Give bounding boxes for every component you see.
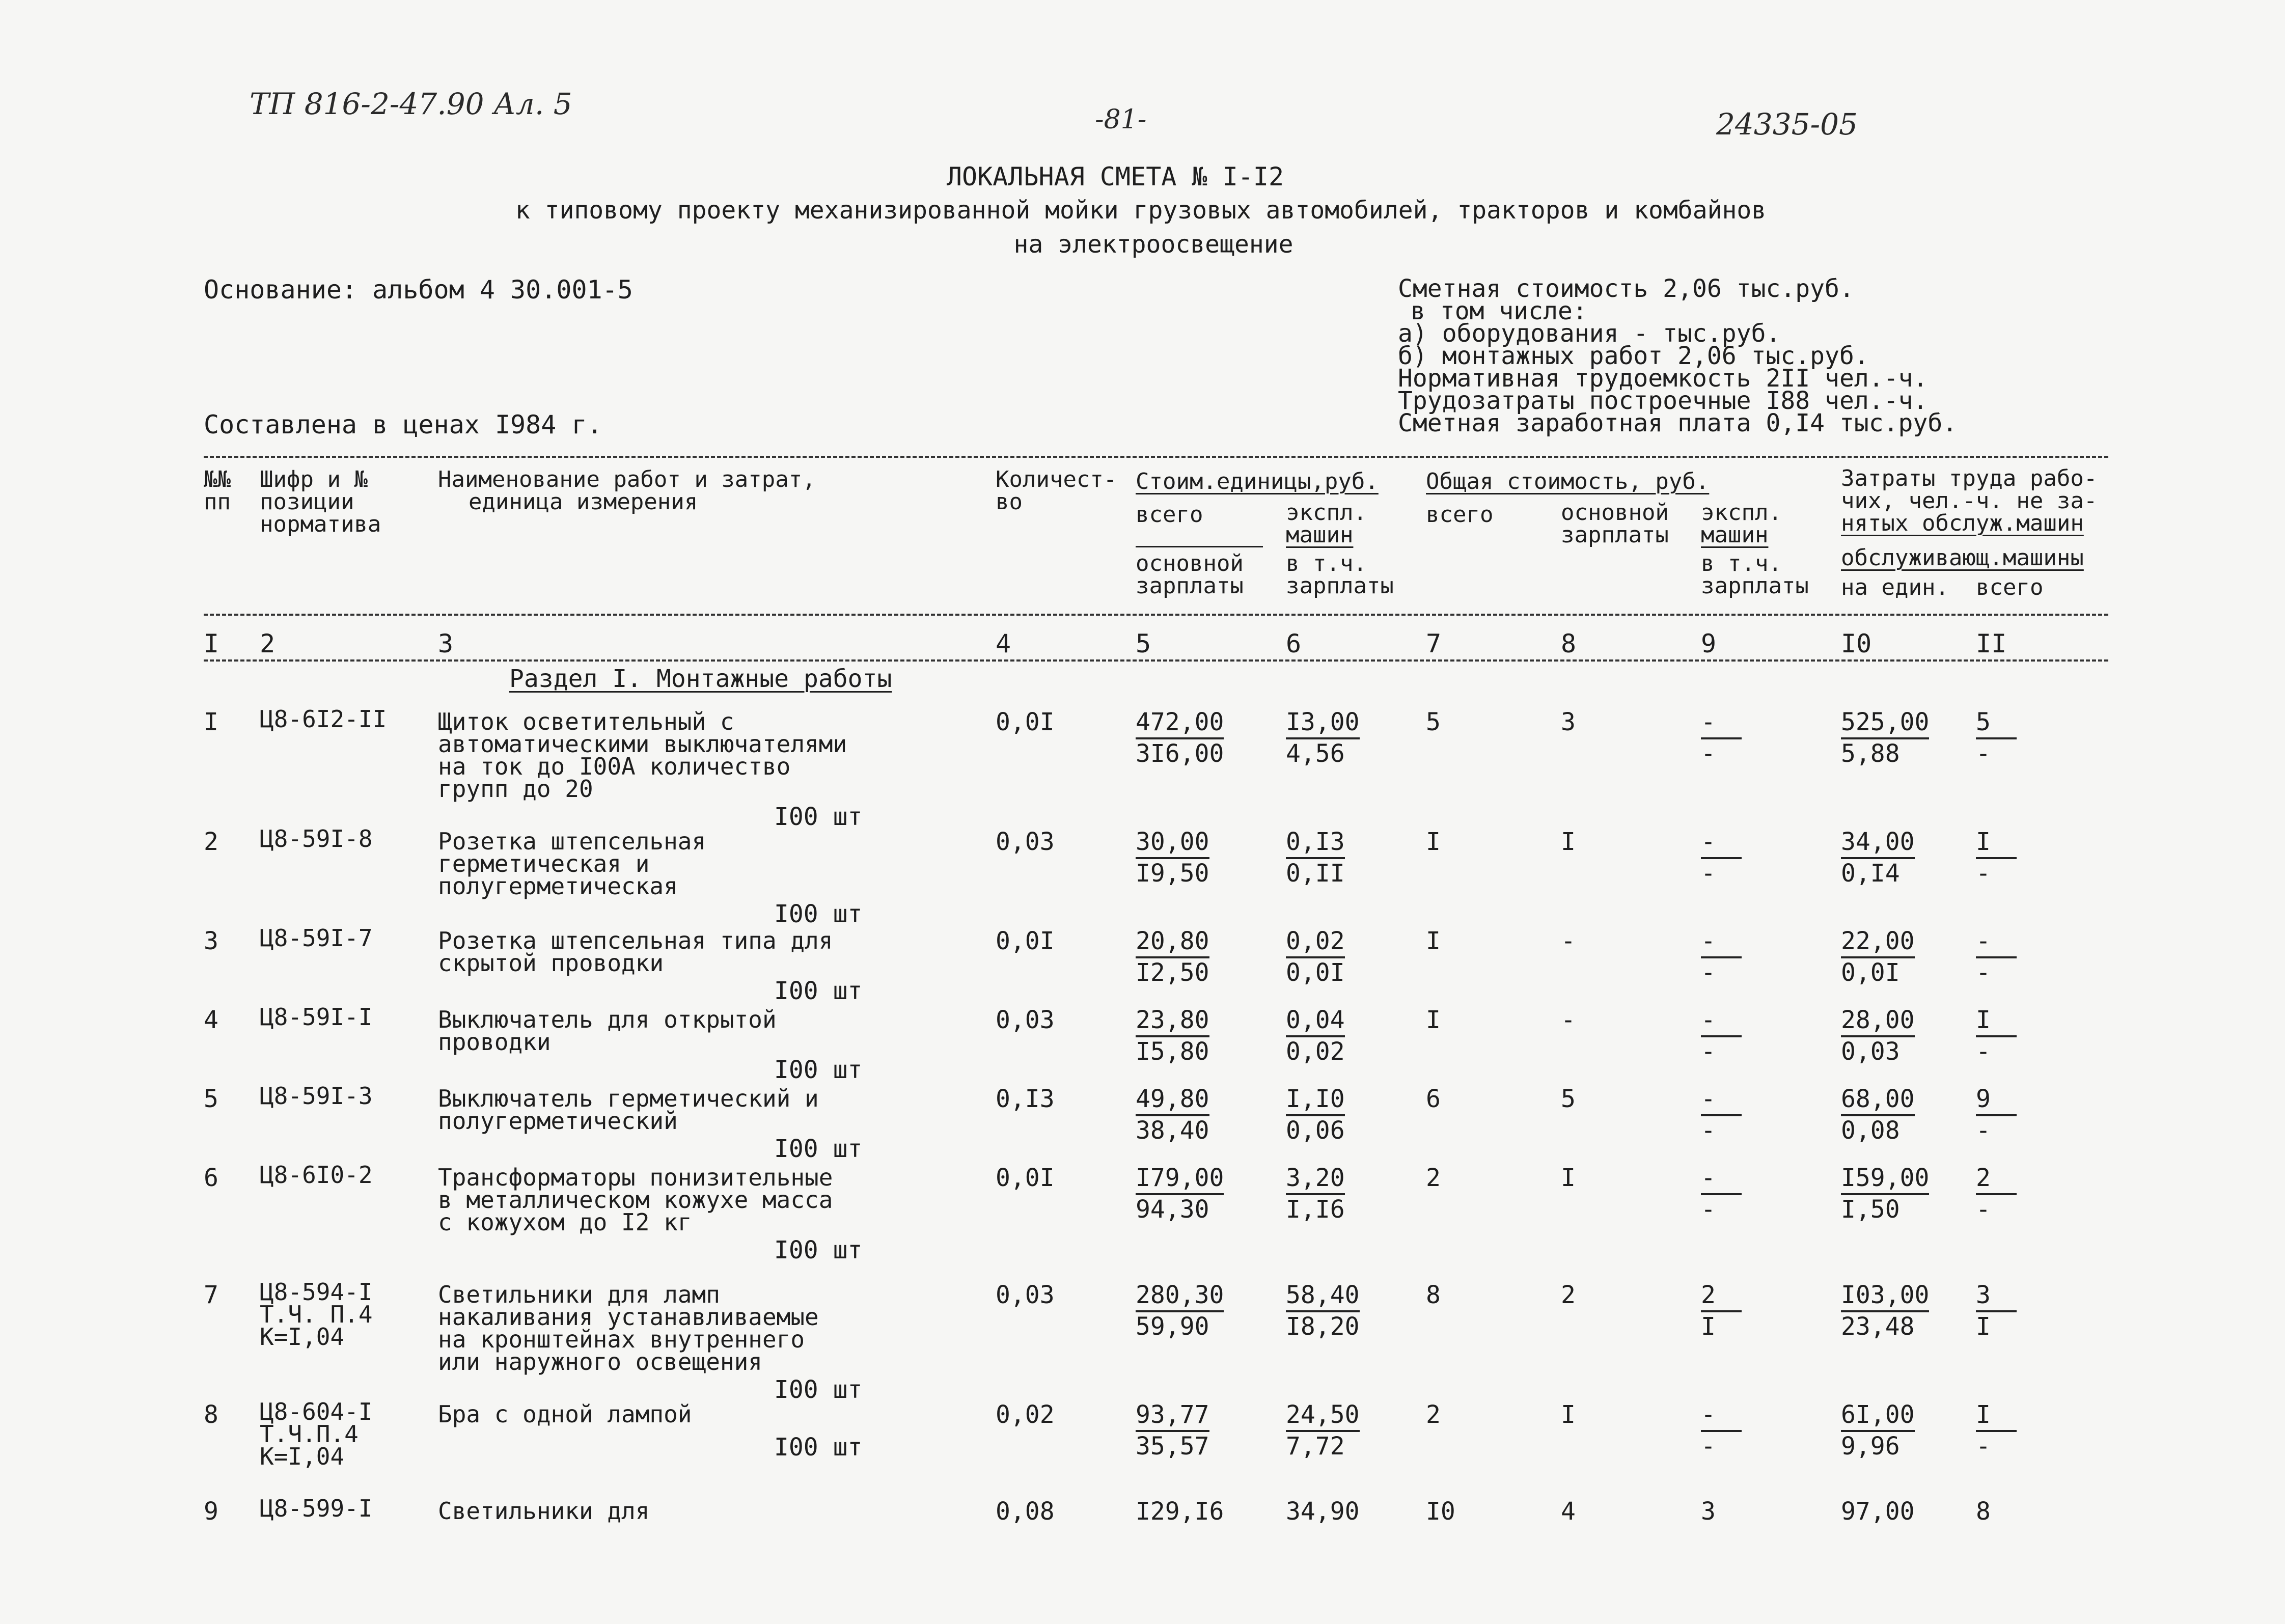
row-unit-cost-machines: 24,50 [1286, 1400, 1360, 1432]
row-code: Ц8-599-I [260, 1495, 373, 1522]
row-unit-cost-machine-wages: 0,02 [1286, 1037, 1345, 1066]
row-labor-total: I [1976, 828, 2017, 859]
row-name: Выключатель герметический и полугерметический [438, 1085, 819, 1135]
header-total-cost: Общая стоимость, руб. [1426, 469, 1710, 494]
row-unit: I00 шт [774, 1056, 863, 1084]
row-number: 4 [204, 1006, 218, 1034]
registry-number: 24335-05 [1716, 107, 1858, 142]
row-total-machines: - [1701, 708, 1742, 739]
row-total-cost: 8 [1426, 1281, 1441, 1309]
row-unit-cost-machines: I3,00 [1286, 708, 1360, 739]
row-labor-per-unit: 22,00 [1841, 927, 1915, 958]
row-total-wages: 4 [1561, 1497, 1576, 1526]
row-labor-per-unit: 34,00 [1841, 828, 1915, 859]
column-number: I [204, 629, 219, 658]
row-unit-cost-wages: I5,80 [1136, 1037, 1209, 1066]
column-number: II [1976, 629, 2007, 658]
row-unit-cost-machine-wages: 0,0I [1286, 958, 1345, 987]
row-unit: I00 шт [774, 1236, 863, 1264]
row-unit-cost-machines: 34,90 [1286, 1497, 1360, 1526]
row-labor-machine-per-unit: I,50 [1841, 1195, 1900, 1224]
document-title: ЛОКАЛЬНАЯ СМЕТА № I-I2 [946, 162, 1284, 191]
row-number: 3 [204, 927, 218, 955]
row-quantity: 0,08 [996, 1497, 1055, 1526]
row-unit-cost-machine-wages: 7,72 [1286, 1432, 1345, 1461]
row-labor-machine-total: - [1976, 958, 1991, 987]
header-col-name: Наименование работ и затрат, единица измерения [438, 466, 816, 515]
row-unit-cost-machine-wages: 4,56 [1286, 739, 1345, 768]
row-total-machine-wages: - [1701, 1116, 1716, 1145]
estimated-wages: Сметная заработная плата 0,I4 тыс.руб. [1398, 409, 1958, 437]
row-total-wages: 5 [1561, 1085, 1576, 1113]
row-labor-per-unit: 97,00 [1841, 1497, 1915, 1526]
row-total-machine-wages: - [1701, 958, 1716, 987]
doc-code: ТП 816-2-47.90 Ал. 5 [250, 87, 572, 121]
row-labor-machine-total: - [1976, 1116, 1991, 1145]
row-labor-machine-per-unit: 0,03 [1841, 1037, 1900, 1066]
row-total-wages: I [1561, 1164, 1576, 1192]
row-labor-total: 8 [1976, 1497, 1991, 1526]
row-code: Ц8-604-I Т.Ч.П.4 К=I,04 [260, 1398, 373, 1470]
row-quantity: 0,0I [996, 708, 1055, 736]
row-total-wages: 3 [1561, 708, 1576, 736]
row-total-machines: - [1701, 828, 1742, 859]
row-code: Ц8-59I-3 [260, 1082, 373, 1110]
document-subtitle-2: на электроосвещение [1013, 230, 1293, 259]
row-labor-machine-total: - [1976, 859, 1991, 888]
row-labor-total: - [1976, 927, 2017, 958]
header-rule-top [204, 456, 2108, 458]
basis: Основание: альбом 4 30.001-5 [204, 275, 633, 305]
column-number: 5 [1136, 629, 1151, 658]
row-labor-machine-total: I [1976, 1312, 1991, 1341]
row-number: 2 [204, 828, 218, 856]
row-labor-total: 3 [1976, 1281, 2017, 1312]
row-number: I [204, 708, 218, 736]
row-number: 6 [204, 1164, 218, 1192]
row-total-wages: 2 [1561, 1281, 1576, 1309]
column-number: 6 [1286, 629, 1302, 658]
column-number: 7 [1426, 629, 1442, 658]
column-number: 9 [1701, 629, 1717, 658]
row-total-machine-wages: - [1701, 859, 1716, 888]
header-c9-machines: экспл. машин [1701, 500, 1782, 548]
row-labor-machine-per-unit: 9,96 [1841, 1432, 1900, 1461]
row-unit: I00 шт [774, 1135, 863, 1163]
row-labor-total: I [1976, 1006, 2017, 1037]
row-labor-machine-per-unit: 0,I4 [1841, 859, 1900, 888]
document-subtitle: к типовому проекту механизированной мойки грузовых автомобилей, тракторов и комбайнов [515, 196, 1767, 225]
section-title: Раздел I. Монтажные работы [509, 665, 892, 693]
row-labor-machine-total: - [1976, 1432, 1991, 1461]
row-unit-cost-total: 30,00 [1136, 828, 1209, 859]
row-unit: I00 шт [774, 977, 863, 1005]
row-name: Трансформаторы понизительные в металлическом кожухе масса с кожухом до I2 кг [438, 1164, 833, 1236]
including-label: в том числе: [1411, 297, 1587, 325]
header-col-code: Шифр и № позиции норматива [260, 466, 381, 537]
row-total-machines: - [1701, 927, 1742, 958]
column-number: 4 [996, 629, 1011, 658]
page-number: -81- [1095, 104, 1147, 135]
row-code: Ц8-6I0-2 [260, 1161, 373, 1189]
row-labor-machine-total: - [1976, 739, 1991, 768]
row-total-machines: 3 [1701, 1497, 1716, 1526]
column-number: I0 [1841, 629, 1872, 658]
row-total-cost: 2 [1426, 1164, 1441, 1192]
row-unit-cost-total: I79,00 [1136, 1164, 1224, 1195]
header-c6-wages: в т.ч. зарплаты [1286, 550, 1394, 599]
row-labor-per-unit: I03,00 [1841, 1281, 1929, 1312]
installation-cost: б) монтажных работ 2,06 тыс.руб. [1398, 342, 1869, 370]
row-name: Щиток осветительный с автоматическими выключателями на ток до I00А количество групп до 20 [438, 708, 847, 803]
normative-labor: Нормативная трудоемкость 2II чел.-ч. [1398, 364, 1928, 393]
header-c9-wages: в т.ч. зарплаты [1701, 550, 1809, 599]
row-labor-per-unit: 6I,00 [1841, 1400, 1915, 1432]
row-total-machine-wages: - [1701, 1195, 1716, 1224]
row-total-machines: 2 [1701, 1281, 1742, 1312]
row-quantity: 0,03 [996, 828, 1055, 856]
row-total-machine-wages: - [1701, 739, 1716, 768]
row-code: Ц8-594-I Т.Ч. П.4 К=I,04 [260, 1278, 373, 1351]
row-total-machine-wages: I [1701, 1312, 1716, 1341]
header-labor-sub: обслуживающ.машины [1841, 545, 2084, 571]
row-unit-cost-wages: 35,57 [1136, 1432, 1209, 1461]
header-c5-total: всего [1136, 502, 1203, 528]
row-unit-cost-total: 280,30 [1136, 1281, 1224, 1312]
row-unit-cost-total: 49,80 [1136, 1085, 1209, 1116]
row-unit-cost-machines: I,I0 [1286, 1085, 1345, 1116]
row-unit-cost-total: 93,77 [1136, 1400, 1209, 1432]
row-number: 9 [204, 1497, 218, 1526]
row-name: Выключатель для открытой проводки [438, 1006, 777, 1056]
row-unit-cost-wages: I2,50 [1136, 958, 1209, 987]
row-total-cost: I [1426, 828, 1441, 856]
row-labor-total: 2 [1976, 1164, 2017, 1195]
row-code: Ц8-59I-8 [260, 825, 373, 852]
row-quantity: 0,02 [996, 1400, 1055, 1429]
row-total-machine-wages: - [1701, 1432, 1716, 1461]
row-unit-cost-machine-wages: 0,06 [1286, 1116, 1345, 1145]
row-labor-machine-per-unit: 5,88 [1841, 739, 1900, 768]
row-total-cost: 6 [1426, 1085, 1441, 1113]
row-unit-cost-machine-wages: 0,II [1286, 859, 1345, 888]
row-name: Розетка штепсельная герметическая и полугерметическая [438, 828, 706, 900]
row-code: Ц8-59I-7 [260, 924, 373, 952]
row-total-wages: - [1561, 927, 1576, 955]
row-unit-cost-machines: 0,02 [1286, 927, 1345, 958]
row-labor-per-unit: 525,00 [1841, 708, 1929, 739]
row-total-machines: - [1701, 1164, 1742, 1195]
row-name: Светильники для ламп накаливания устанавливаемые на кронштейнах внутреннего или наружного освещения [438, 1281, 819, 1375]
row-number: 7 [204, 1281, 218, 1309]
row-quantity: 0,0I [996, 927, 1055, 955]
row-unit-cost-machines: 3,20 [1286, 1164, 1345, 1195]
row-unit-cost-machine-wages: I8,20 [1286, 1312, 1360, 1341]
row-name: Бра с одной лампой [438, 1400, 692, 1428]
row-labor-per-unit: 28,00 [1841, 1006, 1915, 1037]
row-unit-cost-total: 23,80 [1136, 1006, 1209, 1037]
row-quantity: 0,0I [996, 1164, 1055, 1192]
row-total-machines: - [1701, 1006, 1742, 1037]
row-total-cost: 2 [1426, 1400, 1441, 1429]
row-total-machines: - [1701, 1400, 1742, 1432]
row-total-machines: - [1701, 1085, 1742, 1116]
header-c8-wages: основной зарплаты [1561, 500, 1669, 548]
row-number: 8 [204, 1400, 218, 1429]
row-total-wages: I [1561, 1400, 1576, 1429]
row-unit-cost-wages: 38,40 [1136, 1116, 1209, 1145]
header-c10-per-unit: на един. [1841, 574, 1949, 600]
row-total-cost: 5 [1426, 708, 1441, 736]
row-labor-machine-per-unit: 0,0I [1841, 958, 1900, 987]
header-col-number: №№ пп [204, 466, 231, 515]
header-c11-total: всего [1976, 574, 2044, 600]
row-name: Светильники для [438, 1497, 650, 1525]
row-total-wages: - [1561, 1006, 1576, 1034]
equipment-cost: а) оборудования - тыс.руб. [1398, 319, 1781, 348]
header-labor: Затраты труда рабо- чих, чел.-ч. не за- нятых обслуж.машин [1841, 465, 2098, 536]
row-unit-cost-wages: 59,90 [1136, 1312, 1209, 1341]
row-unit-cost-machines: 0,04 [1286, 1006, 1345, 1037]
row-unit-cost-wages: 3I6,00 [1136, 739, 1224, 768]
row-total-wages: I [1561, 828, 1576, 856]
row-labor-per-unit: 68,00 [1841, 1085, 1915, 1116]
row-name: Розетка штепсельная типа для скрытой проводки [438, 927, 833, 977]
row-labor-total: 9 [1976, 1085, 2017, 1116]
row-unit-cost-wages: 94,30 [1136, 1195, 1209, 1224]
onsite-labor: Трудозатраты построечные I88 чел.-ч. [1398, 387, 1928, 415]
row-unit-cost-total: I29,I6 [1136, 1497, 1224, 1526]
row-code: Ц8-59I-I [260, 1003, 373, 1031]
header-unit-cost: Стоим.единицы,руб. [1136, 469, 1379, 494]
column-numbers-rule [204, 659, 2108, 662]
row-unit: I00 шт [774, 1375, 863, 1404]
row-quantity: 0,03 [996, 1006, 1055, 1034]
column-number: 2 [260, 629, 276, 658]
row-total-machine-wages: - [1701, 1037, 1716, 1066]
row-unit-cost-machine-wages: I,I6 [1286, 1195, 1345, 1224]
row-total-cost: I [1426, 927, 1441, 955]
row-unit-cost-machines: 58,40 [1286, 1281, 1360, 1312]
row-labor-machine-per-unit: 0,08 [1841, 1116, 1900, 1145]
estimated-cost: Сметная стоимость 2,06 тыс.руб. [1398, 274, 1854, 303]
header-c5-wages: основной зарплаты [1136, 550, 1244, 599]
row-unit-cost-wages: I9,50 [1136, 859, 1209, 888]
header-rule-bottom [204, 614, 2108, 616]
row-total-cost: I [1426, 1006, 1441, 1034]
row-labor-total: I [1976, 1400, 2017, 1432]
prices-year: Составлена в ценах I984 г. [204, 410, 602, 439]
row-quantity: 0,I3 [996, 1085, 1055, 1113]
column-number: 8 [1561, 629, 1577, 658]
row-unit-cost-machines: 0,I3 [1286, 828, 1345, 859]
row-total-cost: I0 [1426, 1497, 1455, 1526]
row-unit: I00 шт [774, 803, 863, 831]
row-unit: I00 шт [774, 900, 863, 928]
row-labor-machine-per-unit: 23,48 [1841, 1312, 1915, 1341]
row-code: Ц8-6I2-II [260, 705, 387, 733]
row-labor-machine-total: - [1976, 1195, 1991, 1224]
header-c5-divider [1136, 546, 1263, 547]
row-number: 5 [204, 1085, 218, 1113]
cost-summary [1398, 274, 1958, 437]
row-labor-machine-total: - [1976, 1037, 1991, 1066]
row-unit-cost-total: 472,00 [1136, 708, 1224, 739]
column-number: 3 [438, 629, 454, 658]
header-c7-total: всего [1426, 502, 1494, 528]
row-labor-per-unit: I59,00 [1841, 1164, 1929, 1195]
row-unit-cost-total: 20,80 [1136, 927, 1209, 958]
row-unit: I00 шт [774, 1433, 863, 1462]
header-col-quantity: Количест- во [996, 466, 1117, 515]
row-labor-total: 5 [1976, 708, 2017, 739]
row-quantity: 0,03 [996, 1281, 1055, 1309]
header-c6-machines: экспл. машин [1286, 500, 1367, 548]
